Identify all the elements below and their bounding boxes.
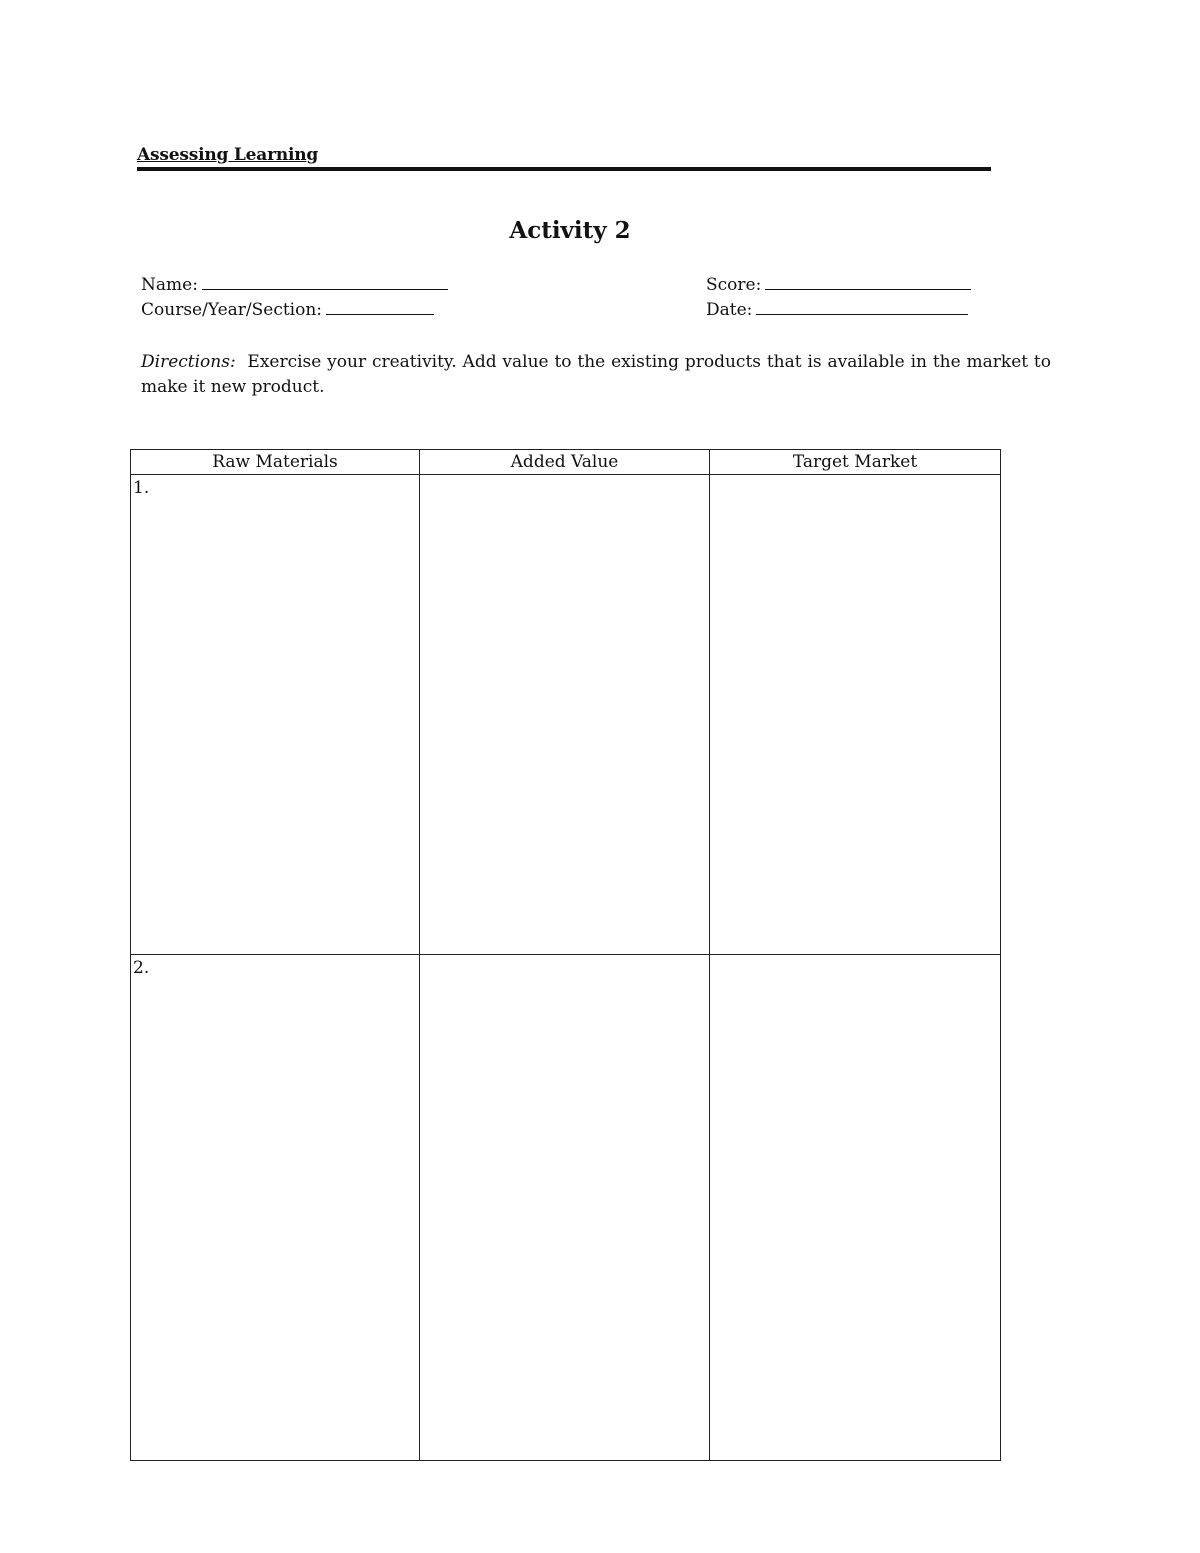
name-label: Name: xyxy=(141,275,198,295)
column-header-raw-materials: Raw Materials xyxy=(131,450,420,475)
name-blank-line[interactable] xyxy=(202,274,448,290)
section-title: Assessing Learning xyxy=(137,145,319,165)
activity-title: Activity 2 xyxy=(509,217,631,244)
target-market-cell[interactable] xyxy=(710,955,1001,1461)
course-year-section-field[interactable] xyxy=(141,299,434,320)
date-label: Date: xyxy=(706,300,753,320)
raw-materials-cell[interactable] xyxy=(131,475,420,955)
score-blank-line[interactable] xyxy=(765,274,971,290)
table-header-row xyxy=(131,450,1001,475)
target-market-cell[interactable] xyxy=(710,475,1001,955)
row-number: 2. xyxy=(133,958,150,978)
column-header-target-market: Target Market xyxy=(710,450,1001,475)
row-number: 1. xyxy=(133,478,150,498)
name-field[interactable] xyxy=(141,274,448,295)
table-row xyxy=(131,955,1001,1461)
date-field[interactable] xyxy=(706,299,968,320)
raw-materials-cell[interactable] xyxy=(131,955,420,1461)
table-row xyxy=(131,475,1001,955)
date-blank-line[interactable] xyxy=(756,299,968,315)
section-header xyxy=(137,143,991,171)
column-header-added-value: Added Value xyxy=(420,450,710,475)
directions-label: Directions: xyxy=(141,352,236,372)
directions-paragraph xyxy=(141,350,1051,400)
added-value-cell[interactable] xyxy=(420,475,710,955)
course-year-section-label: Course/Year/Section: xyxy=(141,300,323,320)
added-value-cell[interactable] xyxy=(420,955,710,1461)
score-label: Score: xyxy=(706,275,762,295)
worksheet-table xyxy=(130,449,1001,1461)
directions-text: Exercise your creativity. Add value to the existing products that is available in the market to make it new product. xyxy=(141,352,1052,397)
score-field[interactable] xyxy=(706,274,971,295)
course-year-section-blank-line[interactable] xyxy=(326,299,434,315)
